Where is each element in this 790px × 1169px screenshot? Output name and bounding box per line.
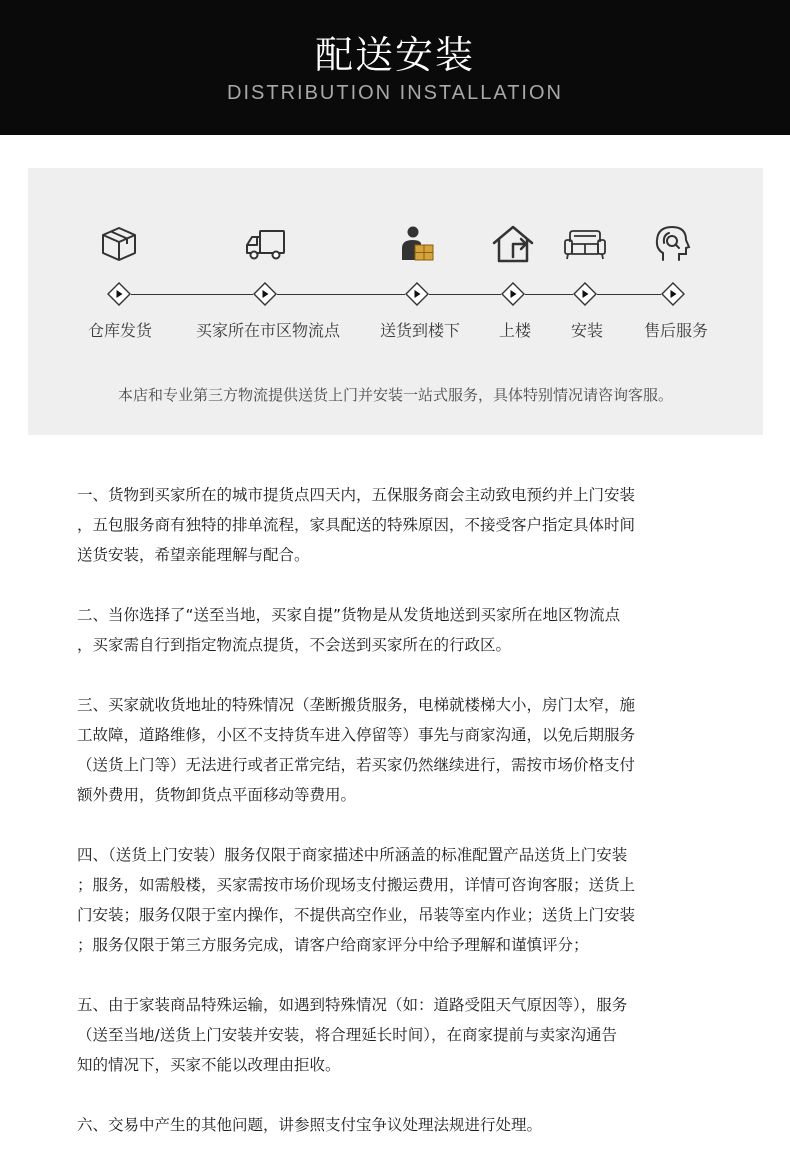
timeline-line: [277, 294, 405, 295]
package-box-icon: [97, 222, 141, 266]
timeline-line: [525, 294, 573, 295]
step-label-upstairs: 上楼: [498, 321, 531, 340]
term-4-line: 四、（送货上门安装）服务仅限于商家描述中所涵盖的标准配置产品送货上门安装: [77, 846, 628, 864]
term-1-line: 一、货物到买家所在的城市提货点四天内，五保服务商会主动致电预约并上门安装: [77, 486, 636, 504]
term-4-line: ；服务，如需般楼，买家需按市场价现场支付搬运费用，详情可咨询客服；送货上: [77, 876, 636, 894]
term-2-line: 二、当你选择了“送至当地，买家自提”货物是从发货地送到买家所在地区物流点: [77, 606, 621, 624]
step-marker: [107, 282, 131, 306]
customer-service-icon: [651, 222, 695, 266]
step-label-install: 安装: [570, 321, 603, 340]
timeline-line: [597, 294, 661, 295]
term-3-line: （送货上门等）无法进行或者正常完结，若买家仍然继续进行，需按市场价格支付: [77, 756, 636, 774]
term-4-line: ；服务仅限于第三方服务完成，请客户给商家评分中给予理解和谨慎评分；: [77, 936, 589, 954]
step-marker: [253, 282, 277, 306]
service-note: 本店和专业第三方物流提供送货上门并安装一站式服务，具体特别情况请咨询客服。: [117, 386, 673, 404]
step-label-warehouse: 仓库发货: [87, 321, 152, 340]
courier-person-icon: [395, 222, 439, 266]
timeline-line: [429, 294, 501, 295]
term-5-line: 知的情况下，买家不能以改理由拒收。: [77, 1056, 341, 1074]
step-marker: [573, 282, 597, 306]
page-title: 配送安装: [314, 33, 475, 77]
home-enter-icon: [491, 222, 535, 266]
term-3-line: 三、买家就收货地址的特殊情况（垄断搬货服务，电梯就楼梯大小，房门太窄，施: [77, 696, 636, 714]
step-label-after-sales: 售后服务: [643, 321, 708, 340]
sofa-icon: [563, 222, 607, 266]
step-marker: [405, 282, 429, 306]
page-subtitle: DISTRIBUTION INSTALLATION: [227, 82, 563, 104]
page-header: [0, 0, 790, 135]
term-2-line: ，买家需自行到指定物流点提货，不会送到买家所在的行政区。: [77, 636, 512, 654]
term-5-line: （送至当地/送货上门安装并安装，将合理延长时间），在商家提前与卖家沟通告: [77, 1026, 617, 1044]
step-marker: [501, 282, 525, 306]
step-label-downstairs: 送货到楼下: [379, 321, 460, 340]
term-4-line: 门安装；服务仅限于室内操作，不提供高空作业，吊装等室内作业；送货上门安装: [77, 906, 636, 924]
term-5-line: 五、由于家装商品特殊运输，如遇到特殊情况（如：道路受阻天气原因等），服务: [77, 996, 628, 1014]
delivery-process-panel: [28, 168, 763, 435]
delivery-truck-icon: [244, 222, 288, 266]
step-label-city-logistics: 买家所在市区物流点: [195, 321, 340, 340]
term-1-line: ，五包服务商有独特的排单流程，家具配送的特殊原因，不接受客户指定具体时间: [77, 516, 636, 534]
term-3-line: 工故障，道路维修，小区不支持货车进入停留等）事先与商家沟通，以免后期服务: [77, 726, 636, 744]
term-3-line: 额外费用，货物卸货点平面移动等费用。: [77, 786, 357, 804]
term-1-line: 送货安装，希望亲能理解与配合。: [77, 546, 310, 564]
term-6-line: 六、交易中产生的其他问题，讲参照支付宝争议处理法规进行处理。: [77, 1116, 543, 1134]
timeline-line: [131, 294, 253, 295]
step-marker: [661, 282, 685, 306]
